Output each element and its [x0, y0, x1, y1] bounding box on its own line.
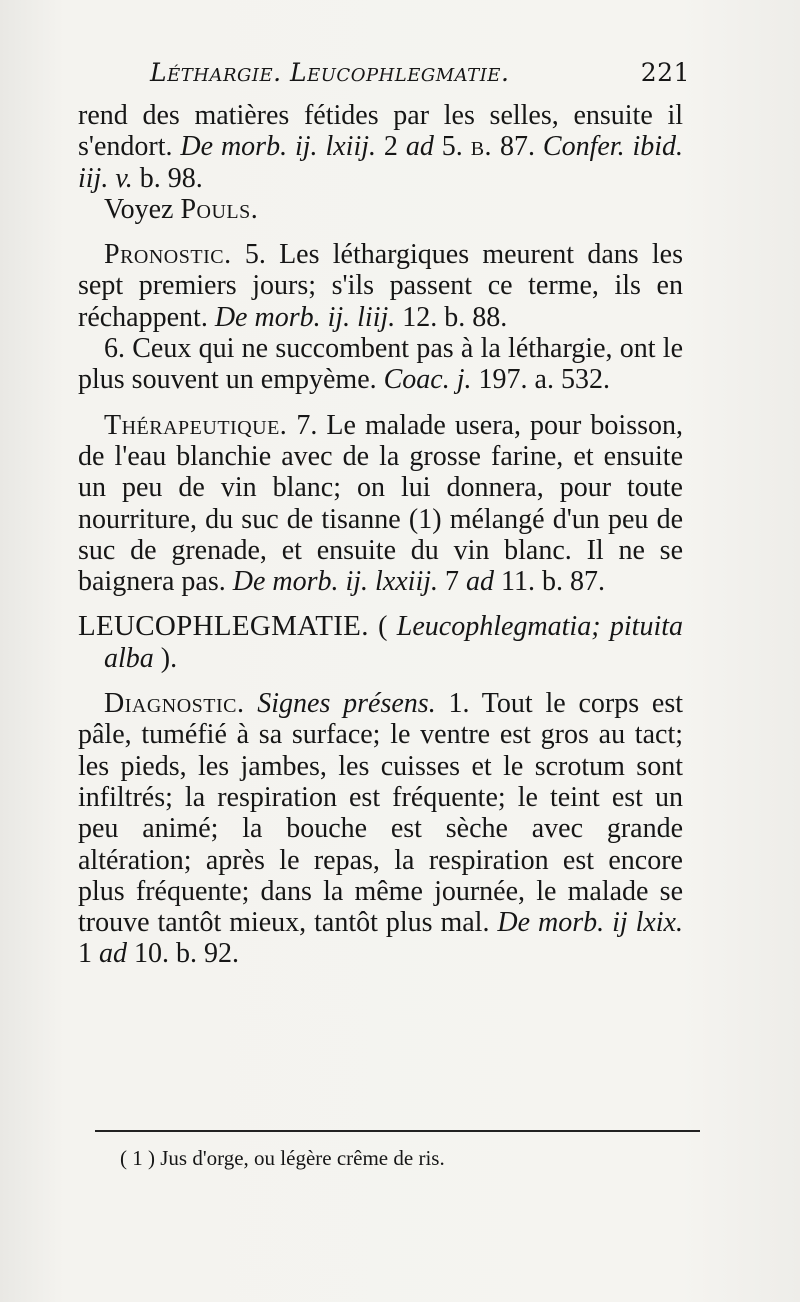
- reference: De morb. ij. lxxiij.: [232, 566, 439, 598]
- text-run: 6. Ceux qui ne succombent pas à la léthargie, ont le plus souvent un empyème.: [78, 333, 683, 396]
- entry-title: LEUCOPHLEGMATIE.: [78, 610, 369, 643]
- text-run: 1. Tout le corps est pâle, tuméfié à sa surface; le ventre est gros au tact; les pieds, les jambes, les cuisses et le scrotum sont infiltrés; la respiration est fréquente; le teint est un peu animé; la bouche est sèche avec grande altération; après le repas, la respiration est encore plus fréquente; dans la même journée, le malade se trouve tantôt mieux, tantôt plus mal.: [78, 688, 683, 939]
- footnote-rule: [95, 1130, 700, 1132]
- text-run: 5. Les léthargiques meurent dans les sept premiers jours; s'ils passent ce terme, ils en réchappent.: [78, 239, 683, 333]
- text-run: ).: [153, 642, 178, 674]
- reference: ad: [405, 131, 434, 163]
- section-label: Diagnostic.: [104, 688, 245, 720]
- text-run: 12. b. 88.: [395, 301, 508, 333]
- page-number: 221: [640, 58, 690, 87]
- paragraph-pronostic: [78, 239, 683, 333]
- reference: Coac. j.: [383, 364, 472, 396]
- text-run: 1: [78, 938, 99, 970]
- running-header: [150, 58, 690, 94]
- reference: ad: [99, 938, 127, 970]
- text-run: rend des matières fétides par les selles, ensuite il s'endort.: [78, 100, 683, 163]
- text-run: Voyez: [104, 193, 181, 225]
- reference: De morb. ij lxix.: [497, 907, 683, 939]
- text-run: 7: [438, 566, 467, 598]
- paragraph-see-also: [78, 194, 683, 225]
- text-run: 197. a. 532.: [471, 364, 610, 396]
- entry-heading: [78, 611, 683, 674]
- paragraph-continuation: [78, 100, 683, 194]
- running-title: Léthargie. Leucophlegmatie.: [150, 58, 510, 87]
- reference: De morb. ij. lxiij.: [180, 131, 377, 163]
- reference: Confer. ibid. iij. v.: [78, 131, 684, 194]
- section-label: Pronostic.: [104, 239, 232, 271]
- paragraph-diagnostic: [78, 688, 683, 970]
- subsection-label: Signes présens.: [244, 688, 436, 720]
- text-run: 2: [376, 131, 406, 163]
- paragraph-therapeutique: [78, 410, 683, 598]
- paragraph-item-6: [78, 333, 683, 396]
- text-run: b. 98.: [132, 162, 203, 194]
- body-text: [78, 100, 683, 970]
- text-run: 11. b. 87.: [494, 566, 605, 598]
- section-label: Thérapeutique.: [104, 409, 288, 441]
- text-run: 5.: [433, 131, 471, 163]
- reference: ad: [466, 566, 495, 598]
- reference: De morb. ij. liij.: [214, 301, 396, 333]
- text-run: 87.: [492, 131, 543, 163]
- text-run: 10. b. 92.: [127, 938, 239, 970]
- text-run: (: [368, 611, 397, 643]
- latin-name: Leucophlegmatia; pituita alba: [104, 611, 684, 674]
- footnote: ( 1 ) Jus d'orge, ou légère crême de ris.: [120, 1146, 445, 1170]
- text-run: 7. Le malade usera, pour boisson, de l'eau blanchie avec de la grosse farine, et ensuite un peu de vin blanc; on lui donnera, pour toute nourriture, du suc de tisanne (1) mélangé d'un peu de suc de grenade, et ensuite du vin blanc. Il ne se baignera pas.: [78, 409, 683, 598]
- cross-reference: Pouls.: [180, 193, 259, 225]
- reference: b.: [470, 131, 493, 163]
